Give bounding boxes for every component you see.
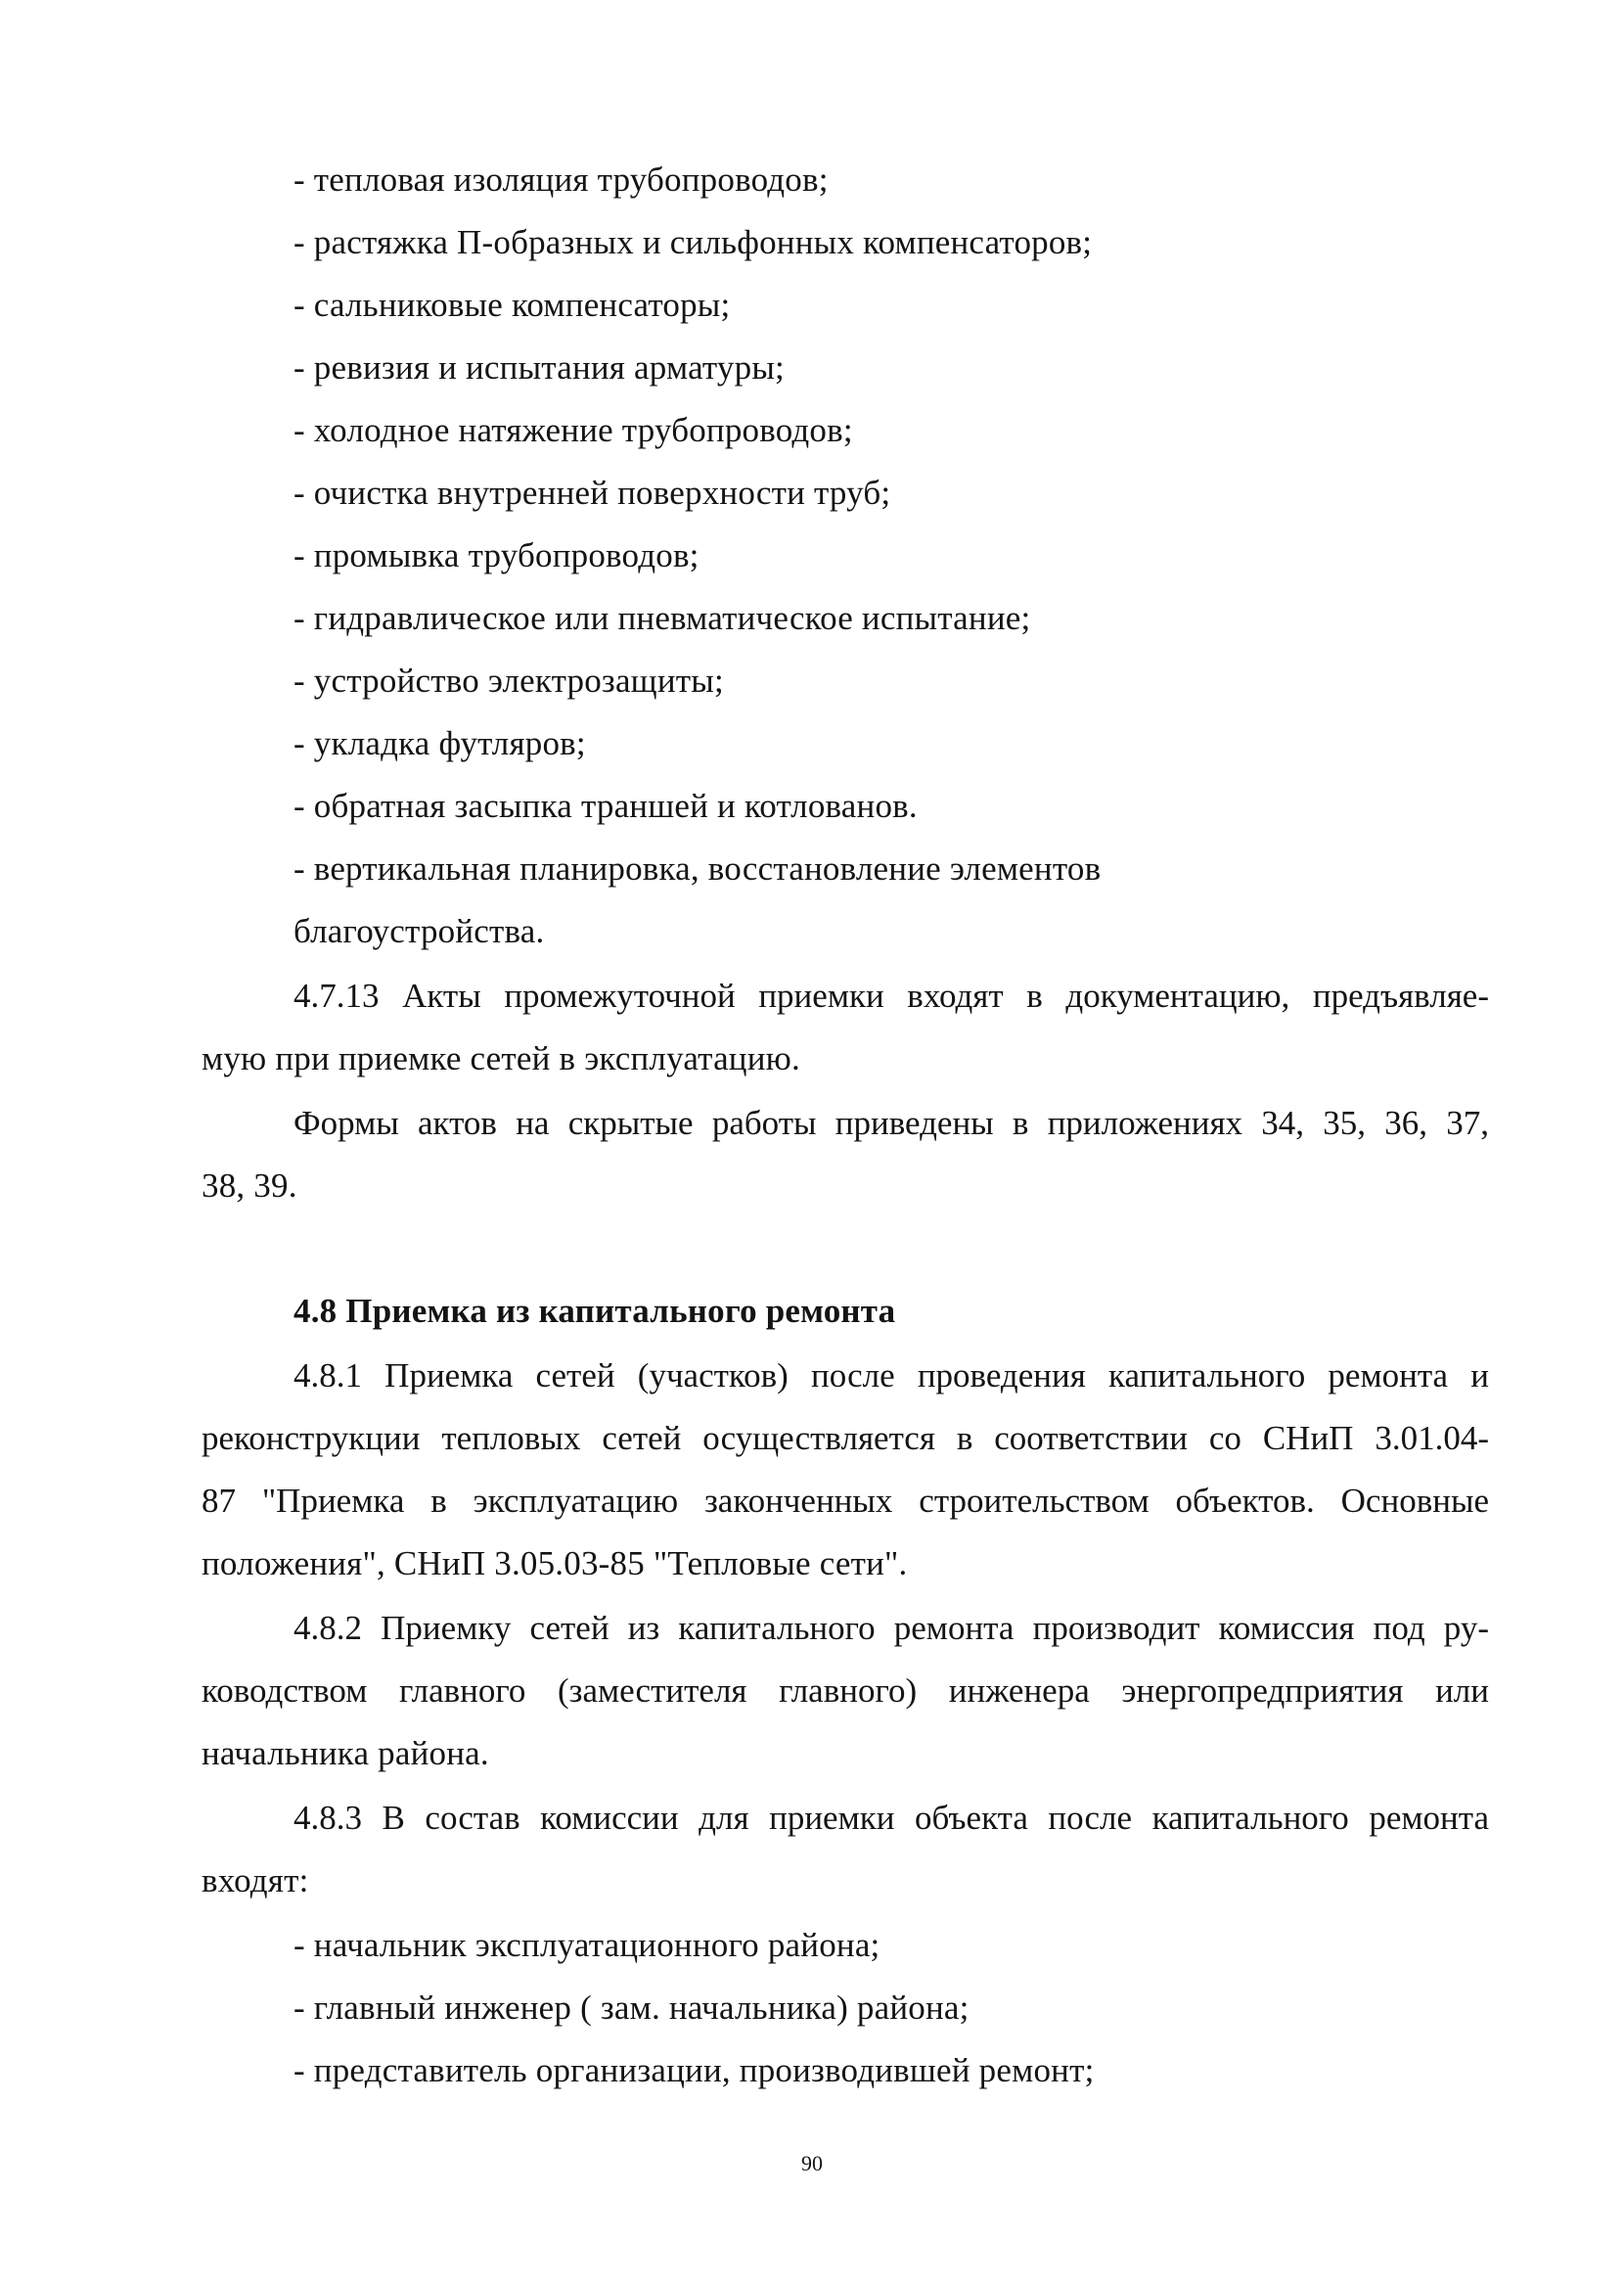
paragraph-4-8-1-line3: 87 "Приемка в эксплуатацию законченных строительством объектов. Основные xyxy=(202,1482,1489,1520)
list-item: - вертикальная планировка, восстановление элементов xyxy=(293,849,1102,888)
paragraph-4-7-13-line1: 4.7.13 Акты промежуточной приемки входят в документацию, предъявляе- xyxy=(293,977,1489,1015)
paragraph-4-8-2-line3: начальника района. xyxy=(202,1734,489,1772)
paragraph-4-7-13-line2: мую при приемке сетей в эксплуатацию. xyxy=(202,1039,800,1077)
paragraph-4-8-2-line2: ководством главного (заместителя главного) инженера энергопредприятия или xyxy=(202,1671,1489,1710)
paragraph-4-8-2-line1: 4.8.2 Приемку сетей из капитального ремонта производит комиссия под ру- xyxy=(293,1609,1489,1647)
list-item: - холодное натяжение трубопроводов; xyxy=(293,411,853,449)
list-item: - начальник эксплуатационного района; xyxy=(293,1926,880,1964)
list-item: - ревизия и испытания арматуры; xyxy=(293,348,785,387)
paragraph-forms-line1: Формы актов на скрытые работы приведены в приложениях 34, 35, 36, 37, xyxy=(293,1104,1489,1142)
list-item: - растяжка П-образных и сильфонных компенсаторов; xyxy=(293,223,1093,261)
section-heading: 4.8 Приемка из капитального ремонта xyxy=(293,1292,896,1330)
list-item: - промывка трубопроводов; xyxy=(293,536,699,574)
page-number: 90 xyxy=(801,2151,823,2175)
list-item: - сальниковые компенсаторы; xyxy=(293,286,731,324)
paragraph-4-8-1-line1: 4.8.1 Приемка сетей (участков) после проведения капитального ремонта и xyxy=(293,1356,1489,1394)
list-item: - тепловая изоляция трубопроводов; xyxy=(293,160,829,199)
paragraph-4-8-3-line1: 4.8.3 В состав комиссии для приемки объекта после капитального ремонта xyxy=(293,1799,1489,1837)
paragraph-4-8-1-line2: реконструкции тепловых сетей осуществляется в соответствии со СНиП 3.01.04- xyxy=(202,1419,1489,1457)
list-item: - очистка внутренней поверхности труб; xyxy=(293,474,891,512)
list-item: - обратная засыпка траншей и котлованов. xyxy=(293,787,918,825)
paragraph-forms-line2: 38, 39. xyxy=(202,1166,297,1205)
list-item: благоустройства. xyxy=(293,912,545,950)
list-item: - гидравлическое или пневматическое испытание; xyxy=(293,599,1031,637)
list-item: - устройство электрозащиты; xyxy=(293,662,724,700)
list-item: - представитель организации, производившей ремонт; xyxy=(293,2051,1095,2089)
paragraph-4-8-1-line4: положения", СНиП 3.05.03-85 "Тепловые сети". xyxy=(202,1544,908,1582)
list-item: - главный инженер ( зам. начальника) района; xyxy=(293,1989,970,2027)
list-item: - укладка футляров; xyxy=(293,724,586,762)
paragraph-4-8-3-line2: входят: xyxy=(202,1861,309,1899)
